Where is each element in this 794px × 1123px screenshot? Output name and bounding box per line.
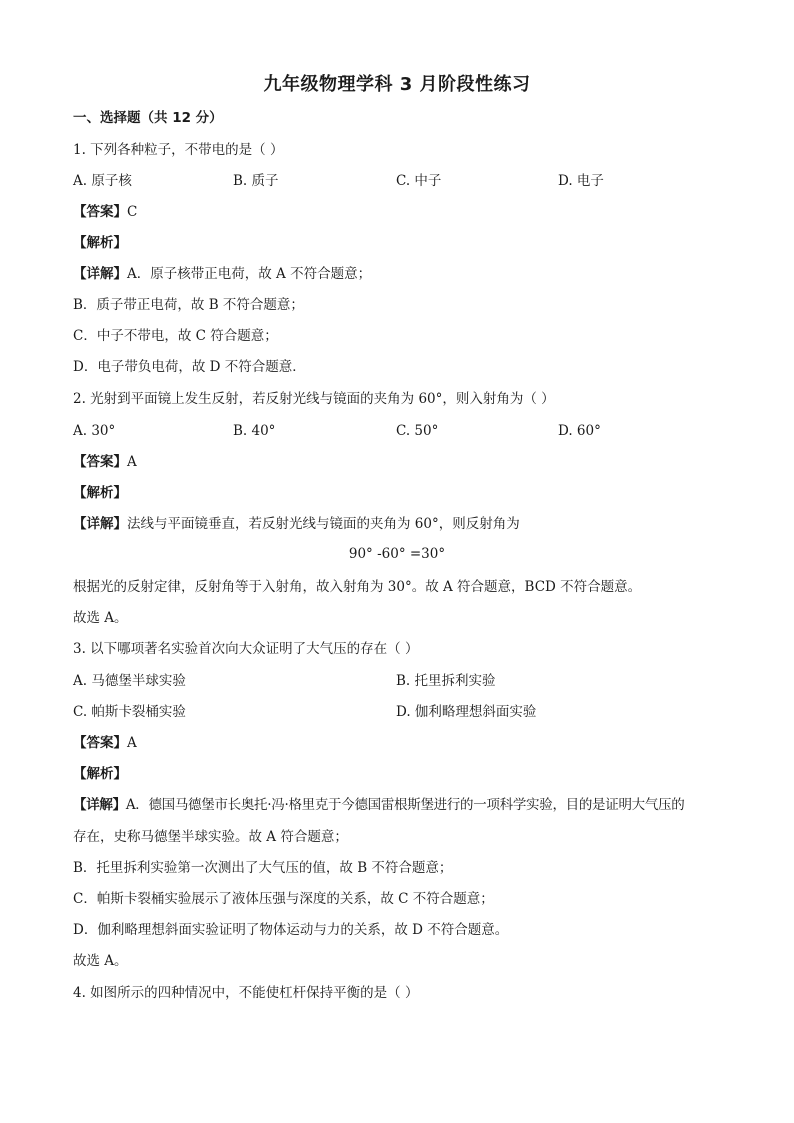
- question-1-stem: 1. 下列各种粒子，不带电的是（ ）: [73, 142, 284, 158]
- question-4-stem: 4. 如图所示的四种情况中，不能使杠杆保持平衡的是（ ）: [73, 985, 419, 1001]
- q2-equation: 90° -60° =30°: [348, 546, 446, 562]
- answer-value: C: [127, 204, 138, 220]
- q2-conclusion: 根据光的反射定律，反射角等于入射角，故入射角为 30°。故 A 符合题意，BCD 不符合题意。: [73, 579, 642, 595]
- q1-option-b: B. 质子: [233, 173, 279, 189]
- analysis-tag: 【解析】: [73, 235, 127, 251]
- detail-tag: 【详解】: [73, 266, 127, 282]
- q2-option-d: D. 60°: [558, 423, 601, 439]
- q1-answer-line: [73, 203, 137, 221]
- section-heading: 一、选择题（共 12 分）: [73, 110, 223, 126]
- analysis-tag: 【解析】: [73, 766, 127, 782]
- q2-detail-line-1: 【详解】法线与平面镜垂直，若反射光线与镜面的夹角为 60°，则反射角为: [73, 516, 520, 532]
- answer-value: A: [127, 454, 137, 470]
- q1-detail-line-4: D．电子带负电荷，故 D 不符合题意．: [73, 359, 306, 375]
- q2-choose: 故选 A。: [73, 610, 128, 626]
- q3-detail-line-1: 【详解】A．德国马德堡市长奥托·冯·格里克于今德国雷根斯堡进行的一项科学实验，目的是证明大气压的: [73, 797, 685, 813]
- detail-tag: 【详解】: [73, 516, 127, 532]
- q2-answer-line: [73, 453, 137, 471]
- q3-option-a: A. 马德堡半球实验: [73, 673, 186, 689]
- analysis-tag: 【解析】: [73, 485, 127, 501]
- q3-detail-line-3: B．托里拆利实验第一次测出了大气压的值，故 B 不符合题意；: [73, 860, 453, 876]
- answer-tag: 【答案】: [73, 735, 127, 751]
- q2-option-b: B. 40°: [233, 423, 276, 439]
- q1-option-c: C. 中子: [396, 173, 442, 189]
- q3-detail-line-2: 存在，史称马德堡半球实验。故 A 符合题意；: [73, 829, 348, 845]
- q3-detail-line-4: C．帕斯卡裂桶实验展示了液体压强与深度的关系，故 C 不符合题意；: [73, 891, 494, 907]
- question-3-stem: 3. 以下哪项著名实验首次向大众证明了大气压的存在（ ）: [73, 641, 419, 657]
- detail-tag: 【详解】: [73, 797, 126, 813]
- q1-detail-line-3: C．中子不带电，故 C 符合题意；: [73, 328, 278, 344]
- page-title: 九年级物理学科 3 月阶段性练习: [263, 74, 531, 95]
- q1-detail-line-1: 【详解】A．原子核带正电荷，故 A 不符合题意；: [73, 266, 372, 282]
- q3-answer-line: [73, 734, 137, 752]
- answer-tag: 【答案】: [73, 454, 127, 470]
- question-2-stem: 2. 光射到平面镜上发生反射，若反射光线与镜面的夹角为 60°，则入射角为（ ）: [73, 391, 555, 407]
- q3-option-c: C. 帕斯卡裂桶实验: [73, 704, 186, 720]
- q3-detail-line-5: D．伽利略理想斜面实验证明了物体运动与力的关系，故 D 不符合题意。: [73, 922, 509, 938]
- q1-detail-line-2: B．质子带正电荷，故 B 不符合题意；: [73, 297, 304, 313]
- q2-option-a: A. 30°: [73, 423, 116, 439]
- answer-tag: 【答案】: [73, 204, 127, 220]
- q2-option-c: C. 50°: [396, 423, 439, 439]
- q3-choose: 故选 A。: [73, 953, 128, 969]
- q3-option-b: B. 托里拆利实验: [396, 673, 496, 689]
- q1-option-d: D. 电子: [558, 173, 604, 189]
- q1-option-a: A. 原子核: [73, 173, 132, 189]
- q3-option-d: D. 伽利略理想斜面实验: [396, 704, 537, 720]
- answer-value: A: [127, 735, 137, 751]
